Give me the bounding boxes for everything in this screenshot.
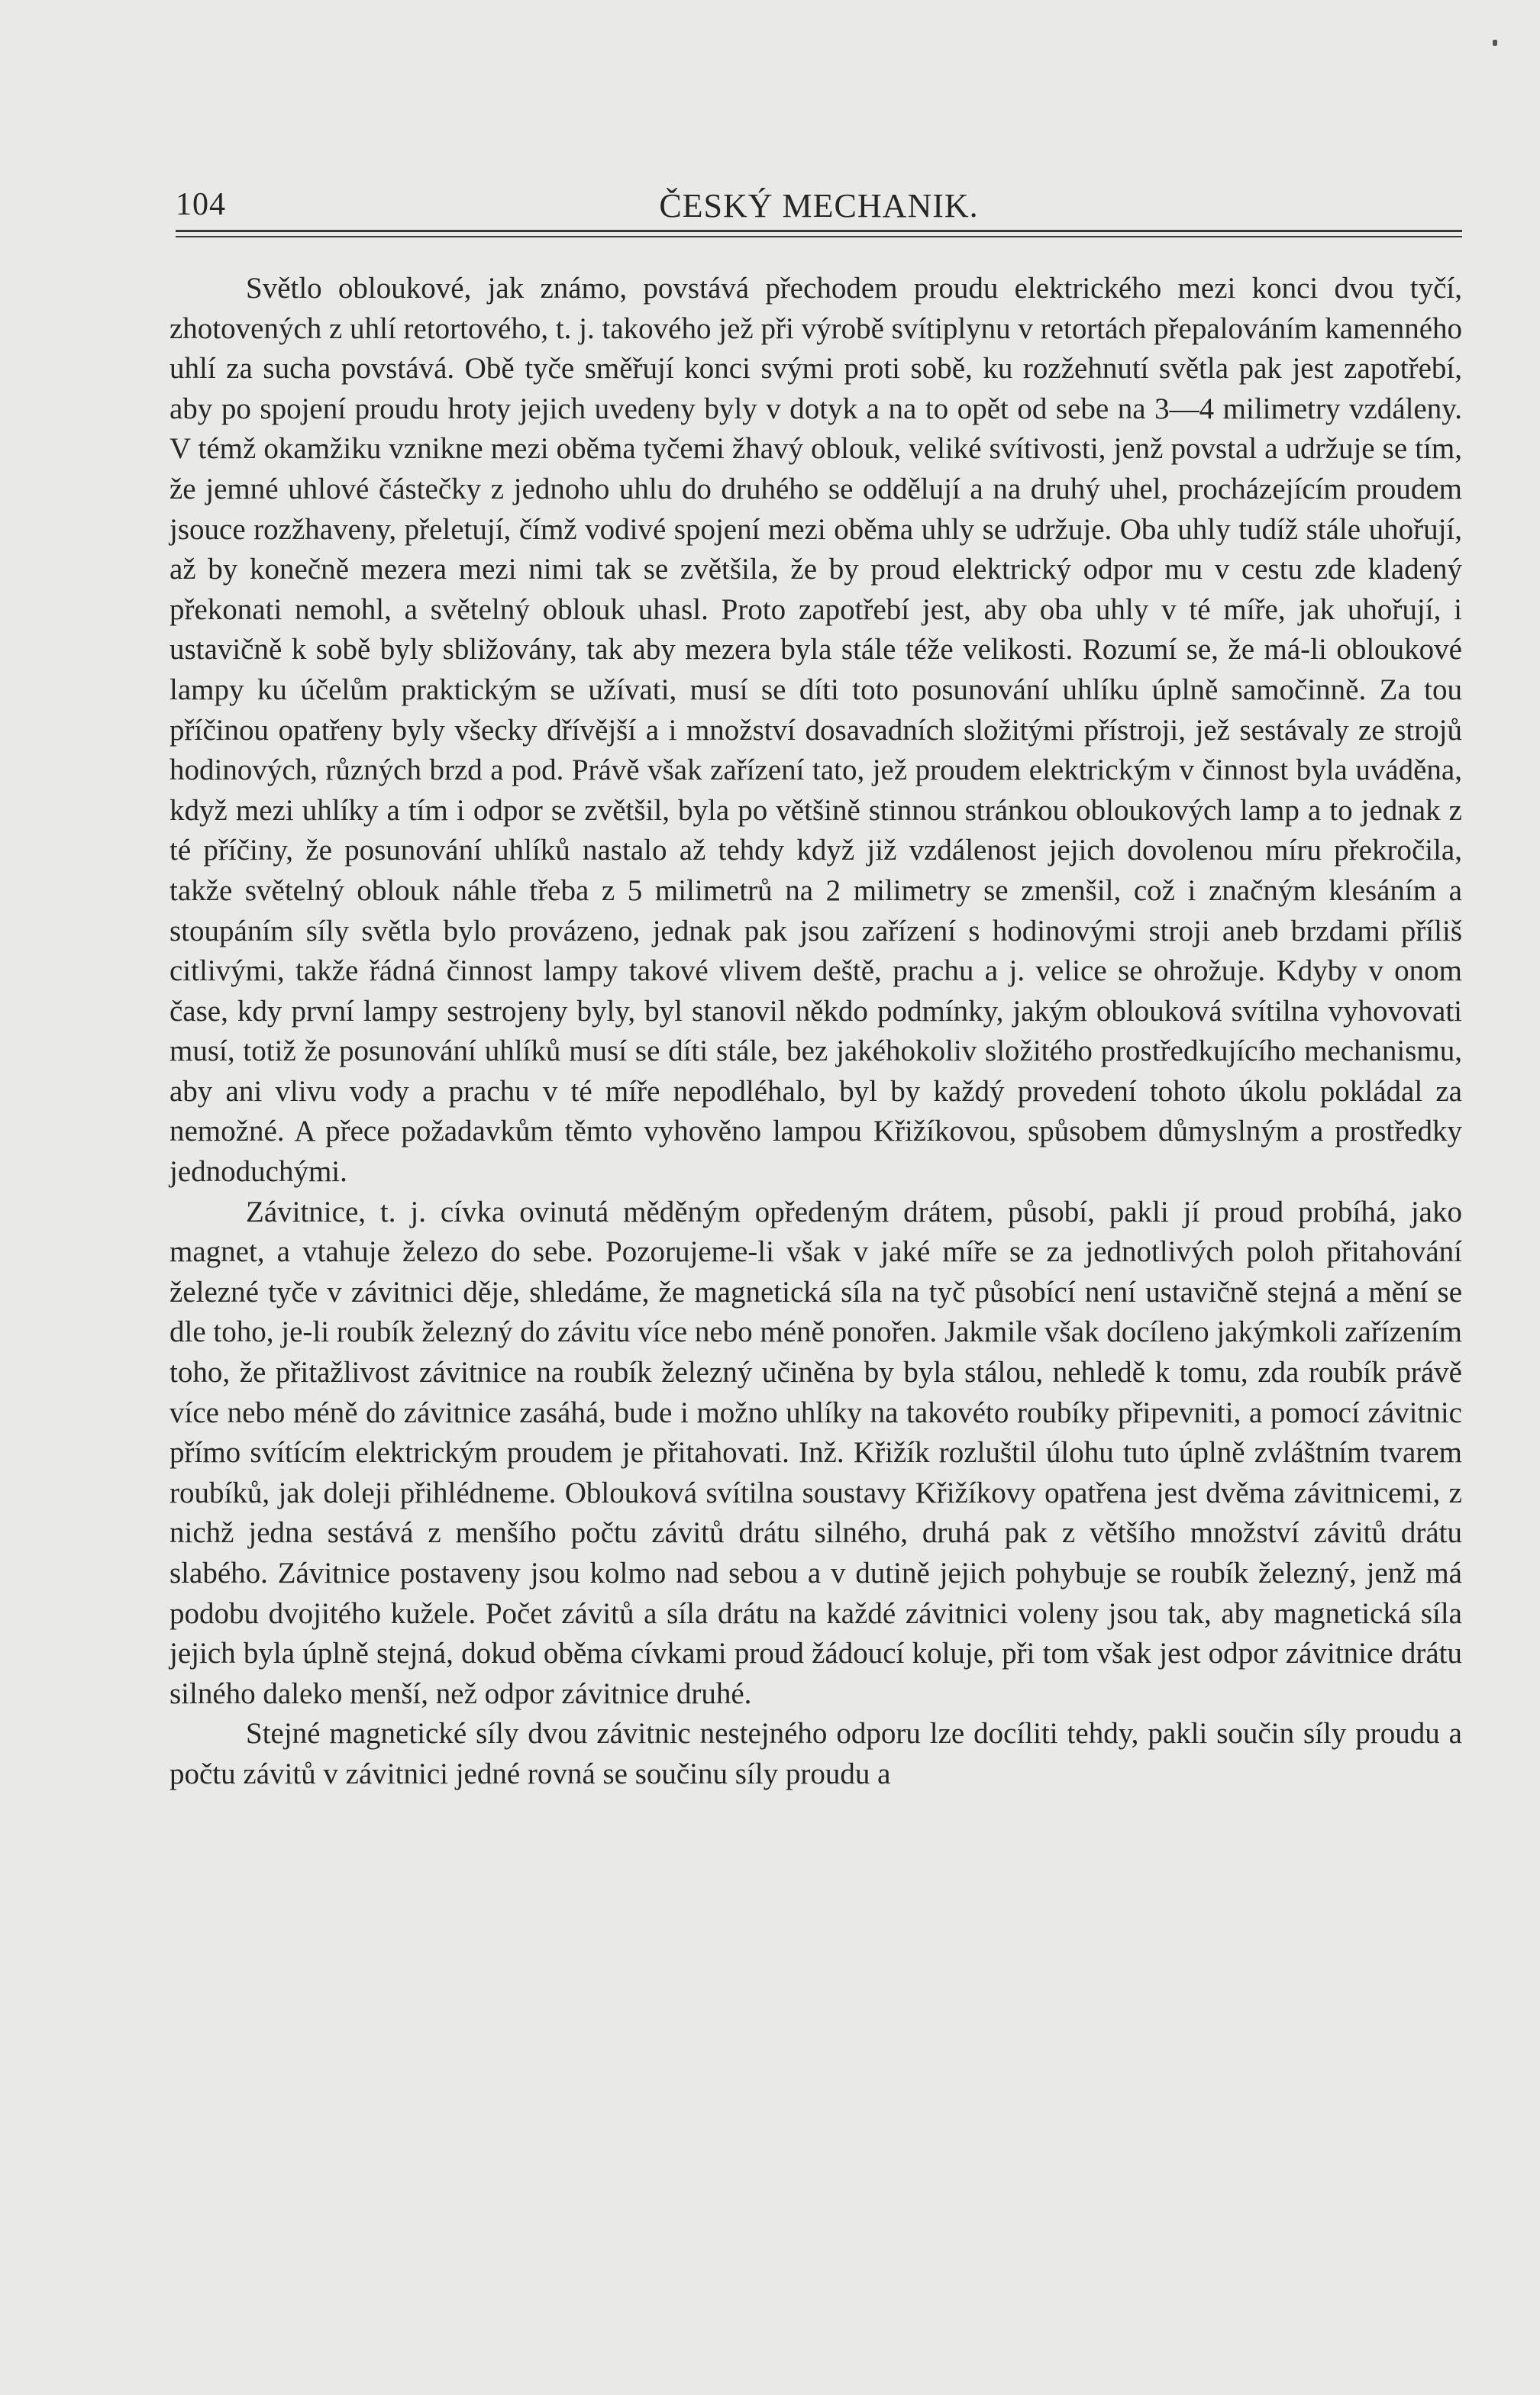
- header-rule-top: [176, 230, 1462, 232]
- paragraph-solenoid: Závitnice, t. j. cívka ovinutá měděným opředeným drátem, působí, pakli jí proud probíhá, jako magnet, a vtahuje železo do sebe. Pozorujeme-li však v jaké míře se za jednotlivých poloh přitahování železné tyče v závitnici děje, shledáme, že magnetická síla na tyč působící není ustavičně stejná a mění se dle toho, je-li roubík železný do závitu více nebo méně ponořen. Jakmile však docíleno jakýmkoli zařízením toho, že přitažlivost závitnice na roubík železný učiněna by byla stálou, nehledě k tomu, zda roubík právě více nebo méně do závitnice zasáhá, bude i možno uhlíky na takovéto roubíky připevniti, a pomocí závitnic přímo svítícím elektrickým proudem je přitahovati. Inž. Křižík rozluštil úlohu tuto úplně zvláštním tvarem roubíků, jak doleji přihlédneme. Oblouková svítilna soustavy Křižíkovy opatřena jest dvěma závitnicemi, z nichž jedna sestává z menšího počtu závitů drátu silného, druhá pak z většího množství závitů drátu slabého. Závitnice postaveny jsou kolmo nad sebou a v dutině jejich pohybuje se roubík železný, jenž má podobu dvojitého kužele. Počet závitů a síla drátu na každé závitnici voleny jsou tak, aby magnetická síla jejich byla úplně stejná, dokud oběma cívkami proud žádoucí koluje, při tom však jest odpor závitnice drátu silného daleko menší, než odpor závitnice druhé.: [169, 1195, 1462, 1710]
- article-body: [169, 269, 1462, 1795]
- running-title: ČESKÝ MECHANIK.: [659, 187, 979, 224]
- page-header: [176, 180, 1462, 234]
- paragraph-magnetic-force: Stejné magnetické síly dvou závitnic nestejného odporu lze docíliti tehdy, pakli součin síly proudu a počtu závitů v závitnici jedné rovná se součinu síly proudu a: [169, 1717, 1462, 1790]
- paragraph-arc-light: Světlo obloukové, jak známo, povstává přechodem proudu elektrického mezi konci dvou tyčí, zhotovených z uhlí retortového, t. j. takového jež při výrobě svítiplynu v retortách přepalováním kamenného uhlí za sucha povstává. Obě tyče směřují konci svými proti sobě, ku rozžehnutí světla pak jest zapotřebí, aby po spojení proudu hroty jejich uvedeny byly v dotyk a na to opět od sebe na 3—4 milimetry vzdáleny. V témž okamžiku vznikne mezi oběma tyčemi žhavý oblouk, veliké svítivosti, jenž povstal a udržuje se tím, že jemné uhlové částečky z jednoho uhlu do druhého se oddělují a na druhý uhel, procházejícím proudem jsouce rozžhaveny, přeletují, čímž vodivé spojení mezi oběma uhly se udržuje. Oba uhly tudíž stále uhořují, až by konečně mezera mezi nimi tak se zvětšila, že by proud elektrický odpor mu v cestu zde kladený překonati nemohl, a světelný oblouk uhasl. Proto zapotřebí jest, aby oba uhly v té míře, jak uhořují, i ustavičně k sobě byly sbližovány, tak aby mezera byla stále téže velikosti. Rozumí se, že má-li obloukové lampy ku účelům praktickým se užívati, musí se díti toto posunování uhlíku úplně samočinně. Za tou příčinou opatřeny byly všecky dřívější a i množství dosavadních složitými přístroji, jež sestávaly ze strojů hodinových, různých brzd a pod. Právě však zařízení tato, jež proudem elektrickým v činnost byla uváděna, když mezi uhlíky a tím i odpor se zvětšil, byla po většině stinnou stránkou obloukových lamp a to jednak z té příčiny, že posunování uhlíků nastalo až tehdy když již vzdálenost jejich dovolenou míru překročila, takže světelný oblouk náhle třeba z 5 milimetrů na 2 milimetry se zmenšil, což i značným klesáním a stoupáním síly světla bylo provázeno, jednak pak jsou zařízení s hodinovými stroji aneb brzdami příliš citlivými, takže řádná činnost lampy takové vlivem deště, prachu a j. velice se ohrožuje. Kdyby v onom čase, kdy první lampy sestrojeny byly, byl stanovil někdo podmínky, jakým oblouková svítilna vyhovovati musí, totiž že posunování uhlíků musí se díti stále, bez jakéhokoliv složitého prostředkujícího mechanismu, aby ani vlivu vody a prachu v té míře nepodléhalo, byl by každý provedení tohoto úkolu pokládal za nemožné. A přece požadavkům těmto vyhověno lampou Křižíkovou, spůsobem důmyslným a prostředky jednoduchými.: [169, 272, 1462, 1189]
- page-number: 104: [176, 187, 226, 222]
- header-rule-bottom: [176, 236, 1462, 237]
- scan-speck: [1493, 40, 1497, 46]
